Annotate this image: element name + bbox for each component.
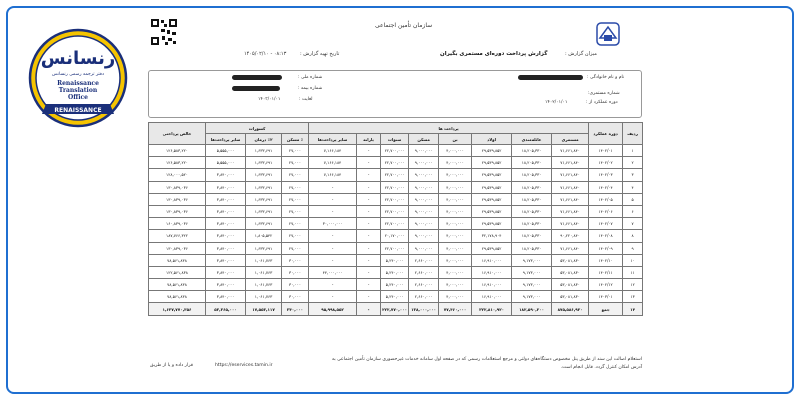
table-row bbox=[149, 291, 643, 303]
table-cell: ۱,۶۳۳,۶۹۱ bbox=[246, 205, 282, 217]
table-cell: ۲۷,۰۰۰ bbox=[282, 181, 309, 193]
pension-no-label: شماره مستمری: bbox=[588, 91, 620, 96]
table-cell: ۱۴۰۲/۱۱ bbox=[589, 266, 623, 278]
table-cell: ۱۲ bbox=[623, 279, 643, 291]
table-cell: ۱۴۰۲/۱۲ bbox=[589, 279, 623, 291]
table-cell: ۳,۸۴۰,۰۰۰ bbox=[206, 169, 246, 181]
period-value: ۱۴۰۲/۰۱/۰۱ bbox=[545, 100, 568, 105]
org-name: سازمان تأمین اجتماعی bbox=[375, 22, 433, 29]
table-cell: ۱,۶۳۳,۶۹۱ bbox=[246, 145, 282, 157]
header-group-payments: پرداخت ها bbox=[309, 123, 589, 134]
table-cell: ۱۴۰۲/۰۷ bbox=[589, 218, 623, 230]
table-cell: ۲۲,۷۰۰,۰۰۰ bbox=[381, 193, 409, 205]
table-cell: ۲,۶۶۰,۰۰۰ bbox=[409, 279, 439, 291]
table-cell: ۳,۸۴۰,۰۰۰ bbox=[206, 181, 246, 193]
table-cell: ۲۲,۷۰۰,۰۰۰ bbox=[381, 218, 409, 230]
table-cell: ۱۴۰۲/۰۴ bbox=[589, 181, 623, 193]
table-cell: جمع bbox=[589, 303, 623, 315]
table-cell: ۷۸,۵۶۱,۸۳۸ bbox=[149, 279, 206, 291]
national-id-label: شماره ملی : bbox=[298, 75, 323, 80]
table-cell: ۱۶۰,۸۳۹,۰۳۶ bbox=[149, 218, 206, 230]
table-cell: ۹,۱۷۳,۰۰۰ bbox=[512, 254, 552, 266]
table-cell: ۲۲,۷۰۰,۰۰۰ bbox=[381, 242, 409, 254]
table-cell: ۳۰,۰۰۰ bbox=[282, 254, 309, 266]
table-cell: ۱۸,۲۰۵,۳۳۰ bbox=[512, 242, 552, 254]
table-cell: ۱۲۲,۵۶۱,۸۳۸ bbox=[149, 266, 206, 278]
table-row bbox=[149, 254, 643, 266]
table-cell: ۱,۶۳۳,۶۹۱ bbox=[246, 242, 282, 254]
table-cell: ۳,۸۴۰,۰۰۰ bbox=[206, 193, 246, 205]
header-group-deductions: کسورات bbox=[206, 123, 309, 134]
table-cell: - bbox=[357, 181, 381, 193]
table-cell: - bbox=[309, 193, 357, 205]
table-cell: ۸ bbox=[623, 230, 643, 242]
table-cell: - bbox=[357, 193, 381, 205]
table-cell: ۱,۶۳۷,۷۷۰,۳۵۶ bbox=[149, 303, 206, 315]
table-cell: ۱,۰۶۱,۷۶۳ bbox=[246, 279, 282, 291]
table-cell: - bbox=[309, 205, 357, 217]
qr-code-icon bbox=[150, 18, 178, 46]
insurance-no-label: شماره بیمه : bbox=[298, 86, 323, 91]
table-cell: ۵,۲۴۰,۰۰۰ bbox=[381, 279, 409, 291]
table-cell: ۲,۶۶۰,۰۰۰ bbox=[409, 254, 439, 266]
table-cell: ۵۳,۰۸۱,۸۳۰ bbox=[552, 291, 589, 303]
table-cell: - bbox=[357, 218, 381, 230]
table-cell: ۱,۶۳۳,۶۹۱ bbox=[246, 169, 282, 181]
svg-text:رنسانس: رنسانس bbox=[40, 48, 116, 69]
table-cell: ۱۳۸,۰۰۰,۰۰۰ bbox=[409, 303, 439, 315]
table-cell: ۱۱ bbox=[623, 266, 643, 278]
table-cell: ۹,۰۰۰,۰۰۰ bbox=[409, 157, 439, 169]
table-cell: ۴,۰۰۰,۰۰۰ bbox=[439, 145, 472, 157]
table-cell: ۱۲۸,۰۰۰,۵۲۰ bbox=[149, 169, 206, 181]
table-cell: ۲۷,۰۰۰ bbox=[282, 169, 309, 181]
header-other-pay: سایر پرداخت‌ها bbox=[309, 134, 357, 145]
table-cell: - bbox=[309, 291, 357, 303]
table-cell: - bbox=[357, 242, 381, 254]
table-cell: ۳,۸۴۰,۰۰۰ bbox=[206, 205, 246, 217]
table-cell: ۱۳۰,۸۳۹,۰۳۶ bbox=[149, 242, 206, 254]
table-cell: ۱۴۰۲/۰۵ bbox=[589, 193, 623, 205]
table-cell: ۲۹,۵۳۹,۸۵۲ bbox=[472, 205, 512, 217]
table-cell: ۷۱,۶۶۱,۸۴۰ bbox=[552, 242, 589, 254]
header-arrears: یارانه bbox=[357, 134, 381, 145]
table-cell: ۳,۸۴۰,۰۰۰ bbox=[206, 266, 246, 278]
table-cell: ۱۸,۲۰۵,۳۳۰ bbox=[512, 181, 552, 193]
table-cell: - bbox=[357, 205, 381, 217]
table-cell: ۲۷,۰۰۰ bbox=[282, 230, 309, 242]
table-cell: ۱۴۰۳/۰۱ bbox=[589, 291, 623, 303]
table-row bbox=[149, 193, 643, 205]
table-cell: ۴,۰۰۰,۰۰۰ bbox=[439, 218, 472, 230]
table-cell: ۹,۰۰۰,۰۰۰ bbox=[409, 242, 439, 254]
table-cell: ۴,۰۰۰,۰۰۰ bbox=[439, 181, 472, 193]
header-period: دوره عملکرد bbox=[589, 123, 623, 145]
table-cell: ۷,۱۶۶,۱۸۴ bbox=[309, 169, 357, 181]
table-cell: - bbox=[357, 291, 381, 303]
table-cell: ۷۱,۶۶۱,۸۴۰ bbox=[552, 181, 589, 193]
table-cell: ۹,۰۰۰,۰۰۰ bbox=[409, 230, 439, 242]
table-cell: ۱۸۷,۷۶۶,۳۲۲ bbox=[149, 230, 206, 242]
table-cell: ۱۰ bbox=[623, 254, 643, 266]
table-cell: ۱۸,۲۰۵,۳۳۰ bbox=[512, 193, 552, 205]
table-cell: ۵ bbox=[623, 193, 643, 205]
table-cell: ۱۴۰۲/۰۲ bbox=[589, 157, 623, 169]
table-cell: ۲۲,۷۰۰,۰۰۰ bbox=[381, 181, 409, 193]
table-cell: ۱۷,۵۵۳,۱۱۷ bbox=[246, 303, 282, 315]
header-bon: بن bbox=[439, 134, 472, 145]
table-cell: ۲۲,۷۰۰,۰۰۰ bbox=[381, 157, 409, 169]
svg-text:دفتر ترجمه رسمی رنسانس: دفتر ترجمه رسمی رنسانس bbox=[52, 72, 104, 77]
table-row bbox=[149, 145, 643, 157]
table-cell: ۲۲,۷۰۰,۰۰۰ bbox=[381, 145, 409, 157]
table-cell: ۲۲,۷۰۰,۰۰۰ bbox=[381, 169, 409, 181]
table-cell: ۳,۸۴۰,۰۰۰ bbox=[206, 230, 246, 242]
table-cell: ۲ bbox=[623, 157, 643, 169]
table-cell: ۲,۶۶۰,۰۰۰ bbox=[409, 291, 439, 303]
table-cell: - bbox=[357, 266, 381, 278]
table-cell: - bbox=[309, 230, 357, 242]
table-cell: ۲۷,۰۰۰ bbox=[282, 145, 309, 157]
table-cell: ۴,۰۰۰,۰۰۰ bbox=[439, 254, 472, 266]
table-cell: ۱۳۰,۸۳۹,۰۳۶ bbox=[149, 193, 206, 205]
table-row bbox=[149, 266, 643, 278]
report-scope-label: میزان گزارش : bbox=[565, 51, 597, 57]
header-children: اولاد bbox=[472, 134, 512, 145]
table-cell: ۳,۸۴۰,۰۰۰ bbox=[206, 291, 246, 303]
table-cell: ۳۰,۰۰۰ bbox=[282, 279, 309, 291]
table-cell: ۵,۵۵۵,۰۰۰ bbox=[206, 145, 246, 157]
table-cell: - bbox=[309, 254, 357, 266]
table-cell: - bbox=[309, 242, 357, 254]
table-cell: ۹,۱۷۳,۰۰۰ bbox=[512, 266, 552, 278]
table-cell: - bbox=[309, 279, 357, 291]
table-cell: ۳ bbox=[623, 169, 643, 181]
table-cell: ۹,۰۰۰,۰۰۰ bbox=[409, 218, 439, 230]
table-cell: ۱۲۶,۵۸۳,۲۲۰ bbox=[149, 145, 206, 157]
table-cell: ۱۳ bbox=[623, 291, 643, 303]
table-cell: ۹,۰۰۰,۰۰۰ bbox=[409, 193, 439, 205]
table-cell: ۴,۰۰۰,۰۰۰ bbox=[439, 242, 472, 254]
table-cell: - bbox=[357, 279, 381, 291]
table-cell: ۵۳,۰۸۱,۸۳۰ bbox=[552, 279, 589, 291]
table-cell: ۳,۸۴۰,۰۰۰ bbox=[206, 242, 246, 254]
table-cell: ۱۸۲,۵۹۰,۲۰۰ bbox=[512, 303, 552, 315]
table-cell: ۲۰,۱۷۰,۰۰۰ bbox=[381, 230, 409, 242]
svg-text:Office: Office bbox=[68, 94, 88, 101]
table-cell: ۱,۶۳۳,۶۹۱ bbox=[246, 193, 282, 205]
table-cell: ۳,۸۴۰,۰۰۰ bbox=[206, 279, 246, 291]
table-cell: ۱۳۰,۸۳۹,۰۳۶ bbox=[149, 205, 206, 217]
table-cell: - bbox=[357, 303, 381, 315]
table-cell: ۹,۱۷۳,۰۰۰ bbox=[512, 279, 552, 291]
header-ded-other: سایر پرداخت‌ها bbox=[206, 134, 246, 145]
table-cell: ۷ bbox=[623, 218, 643, 230]
table-cell: ۱۴ bbox=[623, 303, 643, 315]
table-cell: ۹,۰۰۰,۰۰۰ bbox=[409, 181, 439, 193]
header-years: سنوات bbox=[381, 134, 409, 145]
table-cell: ۲۲۲,۷۷۰,۰۰۰ bbox=[381, 303, 409, 315]
table-cell: ۱۸,۲۰۵,۳۳۰ bbox=[512, 230, 552, 242]
table-cell: ۱۸,۲۰۵,۳۳۰ bbox=[512, 145, 552, 157]
table-cell: ۲۷,۰۰۰ bbox=[282, 218, 309, 230]
table-cell: ۱۸,۲۰۵,۳۳۰ bbox=[512, 157, 552, 169]
table-cell: ۱۴۰۲/۱۰ bbox=[589, 254, 623, 266]
table-cell: ۱ bbox=[623, 145, 643, 157]
table-cell: ۳۲۲,۸۱۰,۹۲۰ bbox=[472, 303, 512, 315]
table-cell: ۲۹,۵۳۹,۸۵۲ bbox=[472, 145, 512, 157]
table-cell: ۱۲۶,۵۸۳,۲۲۰ bbox=[149, 157, 206, 169]
table-row bbox=[149, 218, 643, 230]
header-net: خالص پرداختی bbox=[149, 123, 206, 145]
table-cell: ۹۰,۲۲۰,۸۴۰ bbox=[552, 230, 589, 242]
table-cell: ۳۰,۰۰۰ bbox=[282, 266, 309, 278]
table-cell: ۹۵,۹۹۸,۵۵۲ bbox=[309, 303, 357, 315]
table-cell: ۱,۶۳۳,۶۹۱ bbox=[246, 218, 282, 230]
table-cell: ۲۹,۵۳۹,۸۵۲ bbox=[472, 181, 512, 193]
table-cell: ۵۳,۰۸۱,۸۳۰ bbox=[552, 266, 589, 278]
to-value: ۱۴۰۳/۰۱/۰۱ bbox=[258, 97, 281, 102]
svg-text:Translation: Translation bbox=[58, 87, 98, 94]
table-cell: ۸۷۵,۵۸۶,۹۲۰ bbox=[552, 303, 589, 315]
authenticity-note: استعلام اصالت این سند از طریق پنل مخصوص دستگاه‌های دولتی و مرجع استعلامات رسمی که در صفحه اول سامانه خدمات غیرحضوری سازمان تأمین اجتماعی به آدرس امکان کنترل گردد. قابل انجام است. bbox=[331, 357, 642, 370]
report-date-value: ۱۴۰۵/۰۲/۱۰ - ۰۸:۱۳ bbox=[244, 51, 287, 57]
table-cell: ۲۹,۵۳۹,۸۵۲ bbox=[472, 193, 512, 205]
table-cell: ۴,۰۰۰,۰۰۰ bbox=[439, 266, 472, 278]
table-cell: ۱,۰۶۱,۷۶۳ bbox=[246, 266, 282, 278]
table-cell: ۴,۰۰۰,۰۰۰ bbox=[439, 169, 472, 181]
table-cell: ۲۹,۵۳۹,۸۵۲ bbox=[472, 218, 512, 230]
table-cell: ۷۱,۶۶۱,۸۴۰ bbox=[552, 205, 589, 217]
table-row bbox=[149, 181, 643, 193]
table-cell: - bbox=[357, 169, 381, 181]
table-cell: ۲۷,۰۰۰ bbox=[282, 157, 309, 169]
to-label: لغایت : bbox=[299, 97, 313, 102]
redacted-insurance-no bbox=[232, 86, 280, 91]
table-cell: ۶ bbox=[623, 205, 643, 217]
table-cell: ۴,۰۰۰,۰۰۰ bbox=[439, 291, 472, 303]
table-cell: ۴,۰۰۰,۰۰۰ bbox=[439, 279, 472, 291]
table-cell: ۱۸,۲۰۵,۳۳۰ bbox=[512, 169, 552, 181]
header-family: عائله‌مندی bbox=[512, 134, 552, 145]
table-cell: ۷۱,۶۶۱,۸۴۰ bbox=[552, 145, 589, 157]
header-housing: مسکن bbox=[409, 134, 439, 145]
report-title: گزارش پرداخت دوره‌ای مستمری بگیران bbox=[440, 51, 548, 57]
table-cell: ۵۳,۰۸۱,۸۳۰ bbox=[552, 254, 589, 266]
table-cell: ۵,۵۵۵,۰۰۰ bbox=[206, 157, 246, 169]
header-pension: مستمری bbox=[552, 134, 589, 145]
table-cell: ۱۸,۲۰۵,۳۳۰ bbox=[512, 205, 552, 217]
table-cell: ۱۴۰۲/۰۶ bbox=[589, 205, 623, 217]
table-cell: ۹,۰۰۰,۰۰۰ bbox=[409, 169, 439, 181]
table-cell: ۵,۲۴۰,۰۰۰ bbox=[381, 266, 409, 278]
table-cell: ۱,۰۶۱,۷۶۳ bbox=[246, 254, 282, 266]
table-cell: ۵۳,۳۶۵,۰۰۰ bbox=[206, 303, 246, 315]
table-cell: ۲۹,۵۳۹,۸۵۲ bbox=[472, 169, 512, 181]
table-cell: - bbox=[357, 145, 381, 157]
table-cell: ۴ bbox=[623, 181, 643, 193]
table-cell: ۷,۱۶۶,۱۸۴ bbox=[309, 145, 357, 157]
table-cell: ۹,۰۰۰,۰۰۰ bbox=[409, 205, 439, 217]
translation-office-stamp bbox=[28, 28, 128, 128]
table-cell: ۹ bbox=[623, 242, 643, 254]
table-row bbox=[149, 279, 643, 291]
table-cell: ۳,۸۴۰,۰۰۰ bbox=[206, 218, 246, 230]
svg-text:RENAISSANCE: RENAISSANCE bbox=[54, 107, 102, 114]
table-cell: ۴,۰۰۰,۰۰۰ bbox=[439, 230, 472, 242]
table-cell: ۵,۲۴۰,۰۰۰ bbox=[381, 254, 409, 266]
table-cell: ۱۳۰,۸۳۹,۰۳۶ bbox=[149, 181, 206, 193]
table-cell: ۱,۶۳۳,۶۹۱ bbox=[246, 181, 282, 193]
table-cell: - bbox=[357, 254, 381, 266]
table-cell: ۷۸,۵۶۱,۸۳۸ bbox=[149, 254, 206, 266]
table-cell: ۲۲,۷۰۰,۰۰۰ bbox=[381, 205, 409, 217]
table-cell: ۴,۰۰۰,۰۰۰ bbox=[439, 193, 472, 205]
table-cell: ۵,۲۴۰,۰۰۰ bbox=[381, 291, 409, 303]
table-cell: ۱۴۰۲/۰۸ bbox=[589, 230, 623, 242]
eservices-link[interactable]: https://eservices.tamin.ir bbox=[215, 363, 273, 368]
table-cell: ۷۱,۶۶۱,۸۴۰ bbox=[552, 193, 589, 205]
table-cell: ۷۸,۵۶۱,۸۳۸ bbox=[149, 291, 206, 303]
header-ded-treatment: ٢٪ درمان bbox=[246, 134, 282, 145]
table-cell: ۷,۱۶۶,۱۸۴ bbox=[309, 157, 357, 169]
table-cell: ۷۱,۶۶۱,۸۴۰ bbox=[552, 218, 589, 230]
table-cell: - bbox=[309, 181, 357, 193]
name-label: نام و نام خانوادگی : bbox=[587, 75, 625, 80]
period-label: دوره عملکرد از : bbox=[586, 100, 618, 105]
table-cell: ۲۷,۰۰۰ bbox=[282, 242, 309, 254]
footer-left-note: قرار داده و یا از طریق bbox=[150, 363, 193, 368]
svg-text:Renaissance: Renaissance bbox=[57, 80, 99, 87]
table-cell: ۷۷,۴۶۰,۰۰۰ bbox=[439, 303, 472, 315]
total-row bbox=[149, 303, 643, 315]
table-cell: - bbox=[357, 230, 381, 242]
table-cell: ۴۴,۰۰۰,۰۰۰ bbox=[309, 266, 357, 278]
social-security-logo-icon bbox=[596, 22, 620, 46]
header-row-number: ردیف bbox=[623, 123, 643, 145]
table-cell: ۳,۸۴۰,۰۰۰ bbox=[206, 254, 246, 266]
table-cell: ۱۴۰۲/۰۳ bbox=[589, 169, 623, 181]
header-ded-housing: ٪ مسکن bbox=[282, 134, 309, 145]
table-cell: - bbox=[357, 157, 381, 169]
table-cell: ۲۷,۰۰۰ bbox=[282, 193, 309, 205]
table-row bbox=[149, 169, 643, 181]
table-cell: ۱۶,۹۱۰,۰۰۰ bbox=[472, 279, 512, 291]
table-row bbox=[149, 242, 643, 254]
table-cell: ۹,۰۰۰,۰۰۰ bbox=[409, 145, 439, 157]
table-cell: ۹,۱۷۳,۰۰۰ bbox=[512, 291, 552, 303]
table-cell: ۳۰,۰۰۰ bbox=[282, 291, 309, 303]
table-cell: ۲۹,۵۳۹,۸۵۲ bbox=[472, 157, 512, 169]
redacted-national-id bbox=[232, 75, 282, 80]
table-row bbox=[149, 205, 643, 217]
table-cell: ۳۲,۱۷۸,۹۰۴ bbox=[472, 230, 512, 242]
table-row bbox=[149, 230, 643, 242]
table-cell: ۱۶,۹۱۰,۰۰۰ bbox=[472, 291, 512, 303]
table-row bbox=[149, 157, 643, 169]
table-cell: ۲,۶۶۰,۰۰۰ bbox=[409, 266, 439, 278]
table-cell: ۳۴۰,۰۰۰ bbox=[282, 303, 309, 315]
table-cell: ۴,۰۰۰,۰۰۰ bbox=[439, 205, 472, 217]
table-cell: ۲۷,۰۰۰ bbox=[282, 205, 309, 217]
table-cell: ۴,۰۰۰,۰۰۰ bbox=[439, 157, 472, 169]
report-date-label: تاریخ تهیه گزارش : bbox=[300, 51, 340, 57]
table-cell: ۷۱,۶۶۱,۸۴۰ bbox=[552, 169, 589, 181]
table-cell: ۳۰,۰۰۰,۰۰۰ bbox=[309, 218, 357, 230]
table-cell: ۱,۰۶۱,۷۶۳ bbox=[246, 291, 282, 303]
table-cell: ۱,۶۳۳,۶۹۱ bbox=[246, 157, 282, 169]
table-cell: ۱۴۰۲/۰۱ bbox=[589, 145, 623, 157]
table-cell: ۱۶,۹۱۰,۰۰۰ bbox=[472, 266, 512, 278]
redacted-name bbox=[518, 75, 583, 80]
table-cell: ۱۸,۲۰۵,۳۳۰ bbox=[512, 218, 552, 230]
table-cell: ۱,۸۰۵,۵۴۲ bbox=[246, 230, 282, 242]
table-cell: ۷۱,۶۶۱,۸۴۰ bbox=[552, 157, 589, 169]
payments-table bbox=[148, 122, 643, 316]
table-cell: ۲۹,۵۳۹,۸۵۲ bbox=[472, 242, 512, 254]
table-cell: ۱۴۰۲/۰۹ bbox=[589, 242, 623, 254]
table-cell: ۱۶,۹۱۰,۰۰۰ bbox=[472, 254, 512, 266]
